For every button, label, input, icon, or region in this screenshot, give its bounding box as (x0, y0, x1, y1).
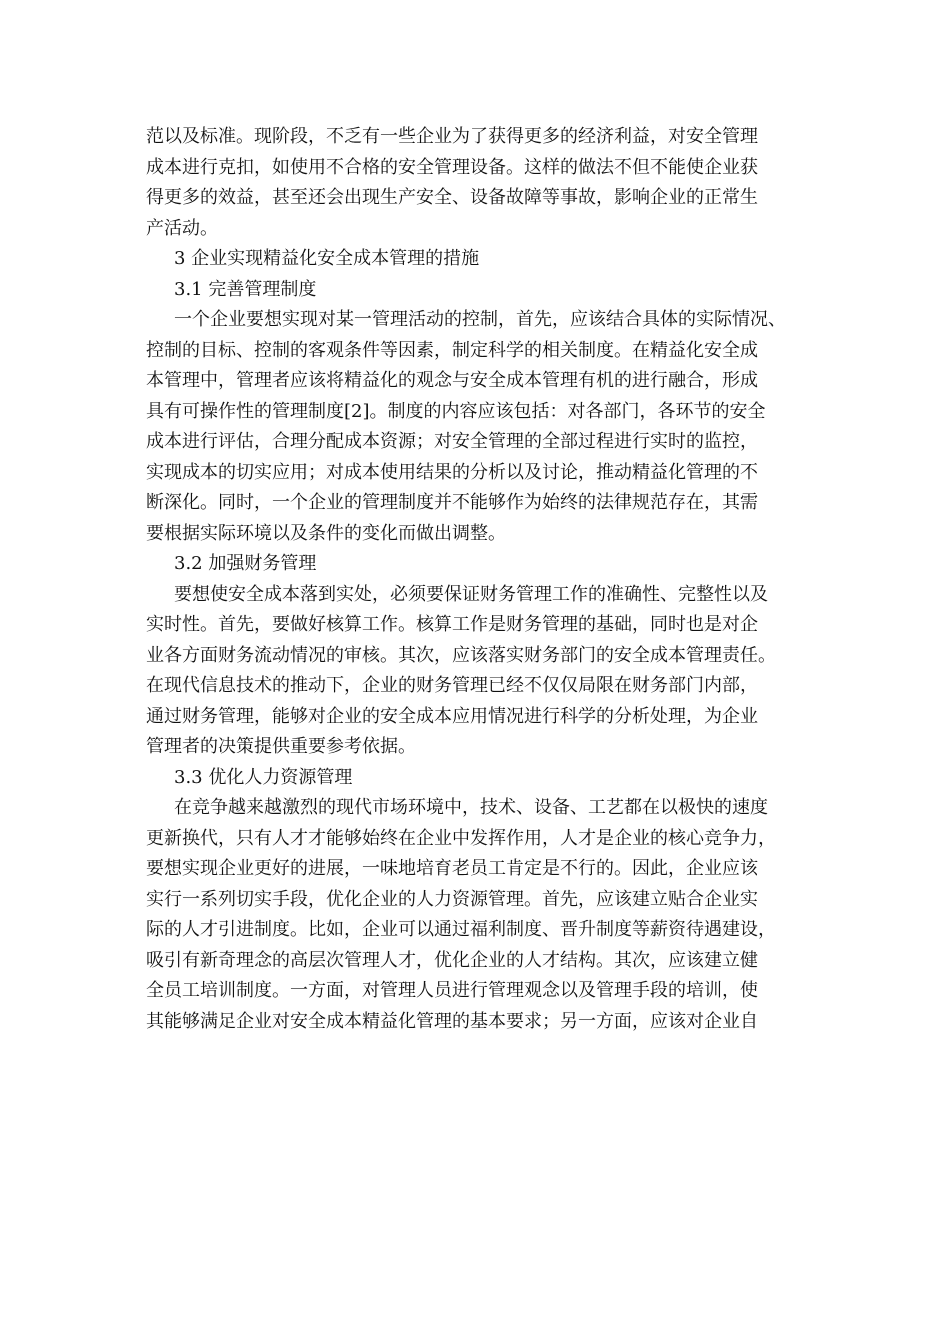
text-line: 具有可操作性的管理制度[2]。制度的内容应该包括：对各部门，各环节的安全 (146, 400, 766, 422)
text-line: 3.1 完善管理制度 (174, 278, 317, 300)
text-line: 其能够满足企业对安全成本精益化管理的基本要求；另一方面，应该对企业自 (146, 1010, 758, 1032)
text-line: 吸引有新奇理念的高层次管理人才，优化企业的人才结构。其次，应该建立健 (146, 949, 758, 971)
text-line: 实行一系列切实手段，优化企业的人力资源管理。首先，应该建立贴合企业实 (146, 888, 758, 910)
text-line: 要想实现企业更好的进展，一味地培育老员工肯定是不行的。因此，企业应该 (146, 858, 758, 879)
text-line: 实现成本的切实应用；对成本使用结果的分析以及讨论，推动精益化管理的不 (146, 461, 758, 483)
text-line: 际的人才引进制度。比如，企业可以通过福利制度、晋升制度等薪资待遇建设， (146, 919, 776, 940)
text-line: 全员工培训制度。一方面，对管理人员进行管理观念以及管理手段的培训，使 (146, 980, 758, 1001)
text-line: 要想使安全成本落到实处，必须要保证财务管理工作的准确性、完整性以及 (174, 583, 768, 605)
text-line: 要根据实际环境以及条件的变化而做出调整。 (146, 522, 506, 544)
text-line: 成本进行克扣，如使用不合格的安全管理设备。这样的做法不但不能使企业获 (146, 156, 758, 178)
text-line: 更新换代，只有人才才能够始终在企业中发挥作用，人才是企业的核心竞争力， (146, 827, 776, 849)
text-line: 产活动。 (146, 217, 218, 239)
text-line: 管理者的决策提供重要参考依据。 (146, 736, 416, 757)
text-line: 实时性。首先，要做好核算工作。核算工作是财务管理的基础，同时也是对企 (146, 614, 758, 635)
text-line: 一个企业要想实现对某一管理活动的控制，首先，应该结合具体的实际情况、 (174, 309, 786, 330)
text-line: 在现代信息技术的推动下，企业的财务管理已经不仅仅局限在财务部门内部， (146, 675, 758, 696)
text-line: 得更多的效益，甚至还会出现生产安全、设备故障等事故，影响企业的正常生 (146, 187, 758, 208)
text-line: 业各方面财务流动情况的审核。其次，应该落实财务部门的安全成本管理责任。 (146, 644, 776, 666)
text-line: 控制的目标、控制的客观条件等因素，制定科学的相关制度。在精益化安全成 (146, 339, 758, 361)
text-line: 在竞争越来越激烈的现代市场环境中，技术、设备、工艺都在以极快的速度 (174, 797, 768, 818)
text-line: 3 企业实现精益化安全成本管理的措施 (174, 248, 480, 269)
text-line: 成本进行评估，合理分配成本资源；对安全管理的全部过程进行实时的监控， (146, 431, 758, 452)
document-body (146, 122, 806, 1037)
text-line: 3.2 加强财务管理 (174, 553, 317, 574)
text-line: 本管理中，管理者应该将精益化的观念与安全成本管理有机的进行融合，形成 (146, 370, 758, 391)
text-line: 断深化。同时，一个企业的管理制度并不能够作为始终的法律规范存在，其需 (146, 492, 758, 513)
text-line: 通过财务管理，能够对企业的安全成本应用情况进行科学的分析处理，为企业 (146, 705, 758, 727)
text-line: 3.3 优化人力资源管理 (174, 766, 353, 788)
text-line: 范以及标准。现阶段，不乏有一些企业为了获得更多的经济利益，对安全管理 (146, 126, 758, 147)
